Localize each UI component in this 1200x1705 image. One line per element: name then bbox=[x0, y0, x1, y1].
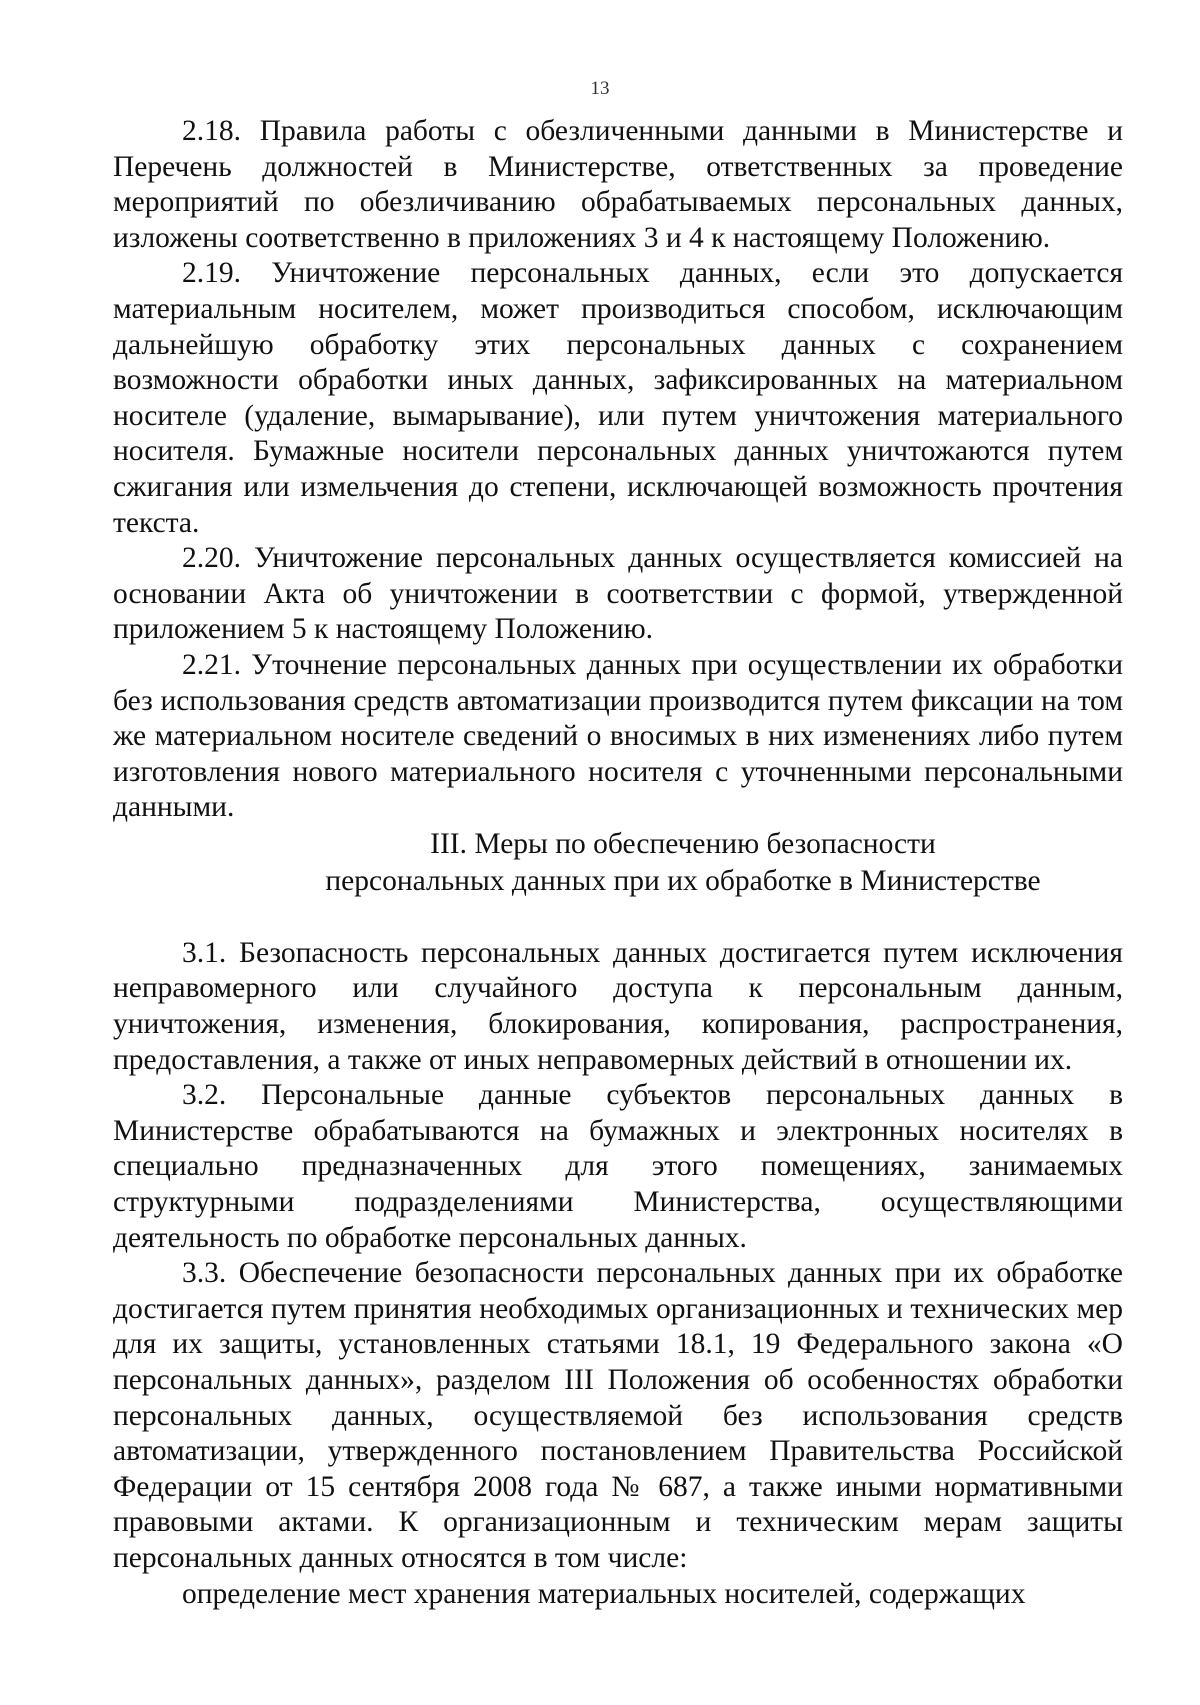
paragraph-trailing bbox=[113, 1577, 1123, 1613]
section-heading-line-2: персональных данных при их обработке в Министерстве bbox=[325, 864, 1041, 897]
paragraph-3-1 bbox=[113, 936, 1123, 1078]
paragraph-number: 3.2. bbox=[182, 1079, 227, 1112]
paragraph-text: определение мест хранения материальных носителей, содержащих bbox=[182, 1577, 1026, 1610]
heading-spacer bbox=[113, 900, 1123, 936]
paragraph-number: 2.20. bbox=[182, 542, 241, 575]
paragraph-text: Персональные данные субъектов персональных данных в Министерстве обрабатываются на бумажных и электронных носителях в специально предназначенных для этого помещениях, занимаемых структурными подразделениями Министерства, осуществляющими деятельность по обработке персональных данных. bbox=[113, 1079, 1124, 1254]
paragraph-3-2 bbox=[113, 1078, 1123, 1256]
paragraph-number: 3.3. bbox=[182, 1257, 227, 1290]
paragraph-number: 3.1. bbox=[182, 936, 227, 969]
section-heading-line-1: III. Меры по обеспечению безопасности bbox=[430, 827, 936, 860]
paragraph-text: Безопасность персональных данных достигается путем исключения неправомерного или случайного доступа к персональным данным, уничтожения, изменения, блокирования, копирования, распространения, предоставления, а также от иных неправомерных действий в отношении их. bbox=[113, 936, 1123, 1076]
paragraph-2-18 bbox=[113, 114, 1123, 256]
paragraph-text: Обеспечение безопасности персональных данных при их обработке достигается путем принятия необходимых организационных и технических мер для их защиты, установленных статьями 18.1, 19 Федерального закона «О персональных данных», разделом III Положения об особенностях обработки персональных данных, осуществляемой без использования средств автоматизации, утвержденного постановлением Правительства Российской Федерации от 15 сентября 2008 года № 687, а также иными нормативными правовыми актами. К организационным и техническим мерам защиты персональных данных относятся в том числе: bbox=[113, 1257, 1123, 1574]
paragraph-number: 2.21. bbox=[182, 648, 241, 681]
paragraph-text: Уточнение персональных данных при осуществлении их обработки без использования средств автоматизации производится путем фиксации на том же материальном носителе сведений о вносимых в них изменениях либо путем изготовления нового материального носителя с уточненными персональными данными. bbox=[113, 648, 1124, 824]
paragraph-text: Уничтожение персональных данных осуществляется комиссией на основании Акта об уничтожении в соответствии с формой, утвержденной приложением 5 к настоящему Положению. bbox=[113, 542, 1124, 646]
paragraph-2-21 bbox=[113, 648, 1123, 826]
paragraph-2-19 bbox=[113, 256, 1123, 541]
paragraph-3-3 bbox=[113, 1256, 1123, 1576]
page-number: 13 bbox=[590, 78, 610, 99]
paragraph-number: 2.18. bbox=[182, 115, 241, 147]
paragraph-2-20 bbox=[113, 541, 1123, 648]
paragraph-text: Уничтожение персональных данных, если это допускается материальным носителем, может производиться способом, исключающим дальнейшую обработку этих персональных данных с сохранением возможности обработки иных данных, зафиксированных на материальном носителе (удаление, вымарывание), или путем уничтожения материального носителя. Бумажные носители персональных данных уничтожаются путем сжигания или измельчения до степени, исключающей возможность прочтения текста. bbox=[113, 257, 1124, 539]
paragraph-number: 2.19. bbox=[182, 257, 241, 290]
paragraph-text: Правила работы с обезличенными данными в Министерстве и Перечень должностей в Министерстве, ответственных за проведение мероприятий по обезличиванию обрабатываемых персональных данных, изложены соответственно в приложениях 3 и 4 к настоящему Положению. bbox=[113, 115, 1123, 254]
document-body bbox=[113, 114, 1123, 1612]
